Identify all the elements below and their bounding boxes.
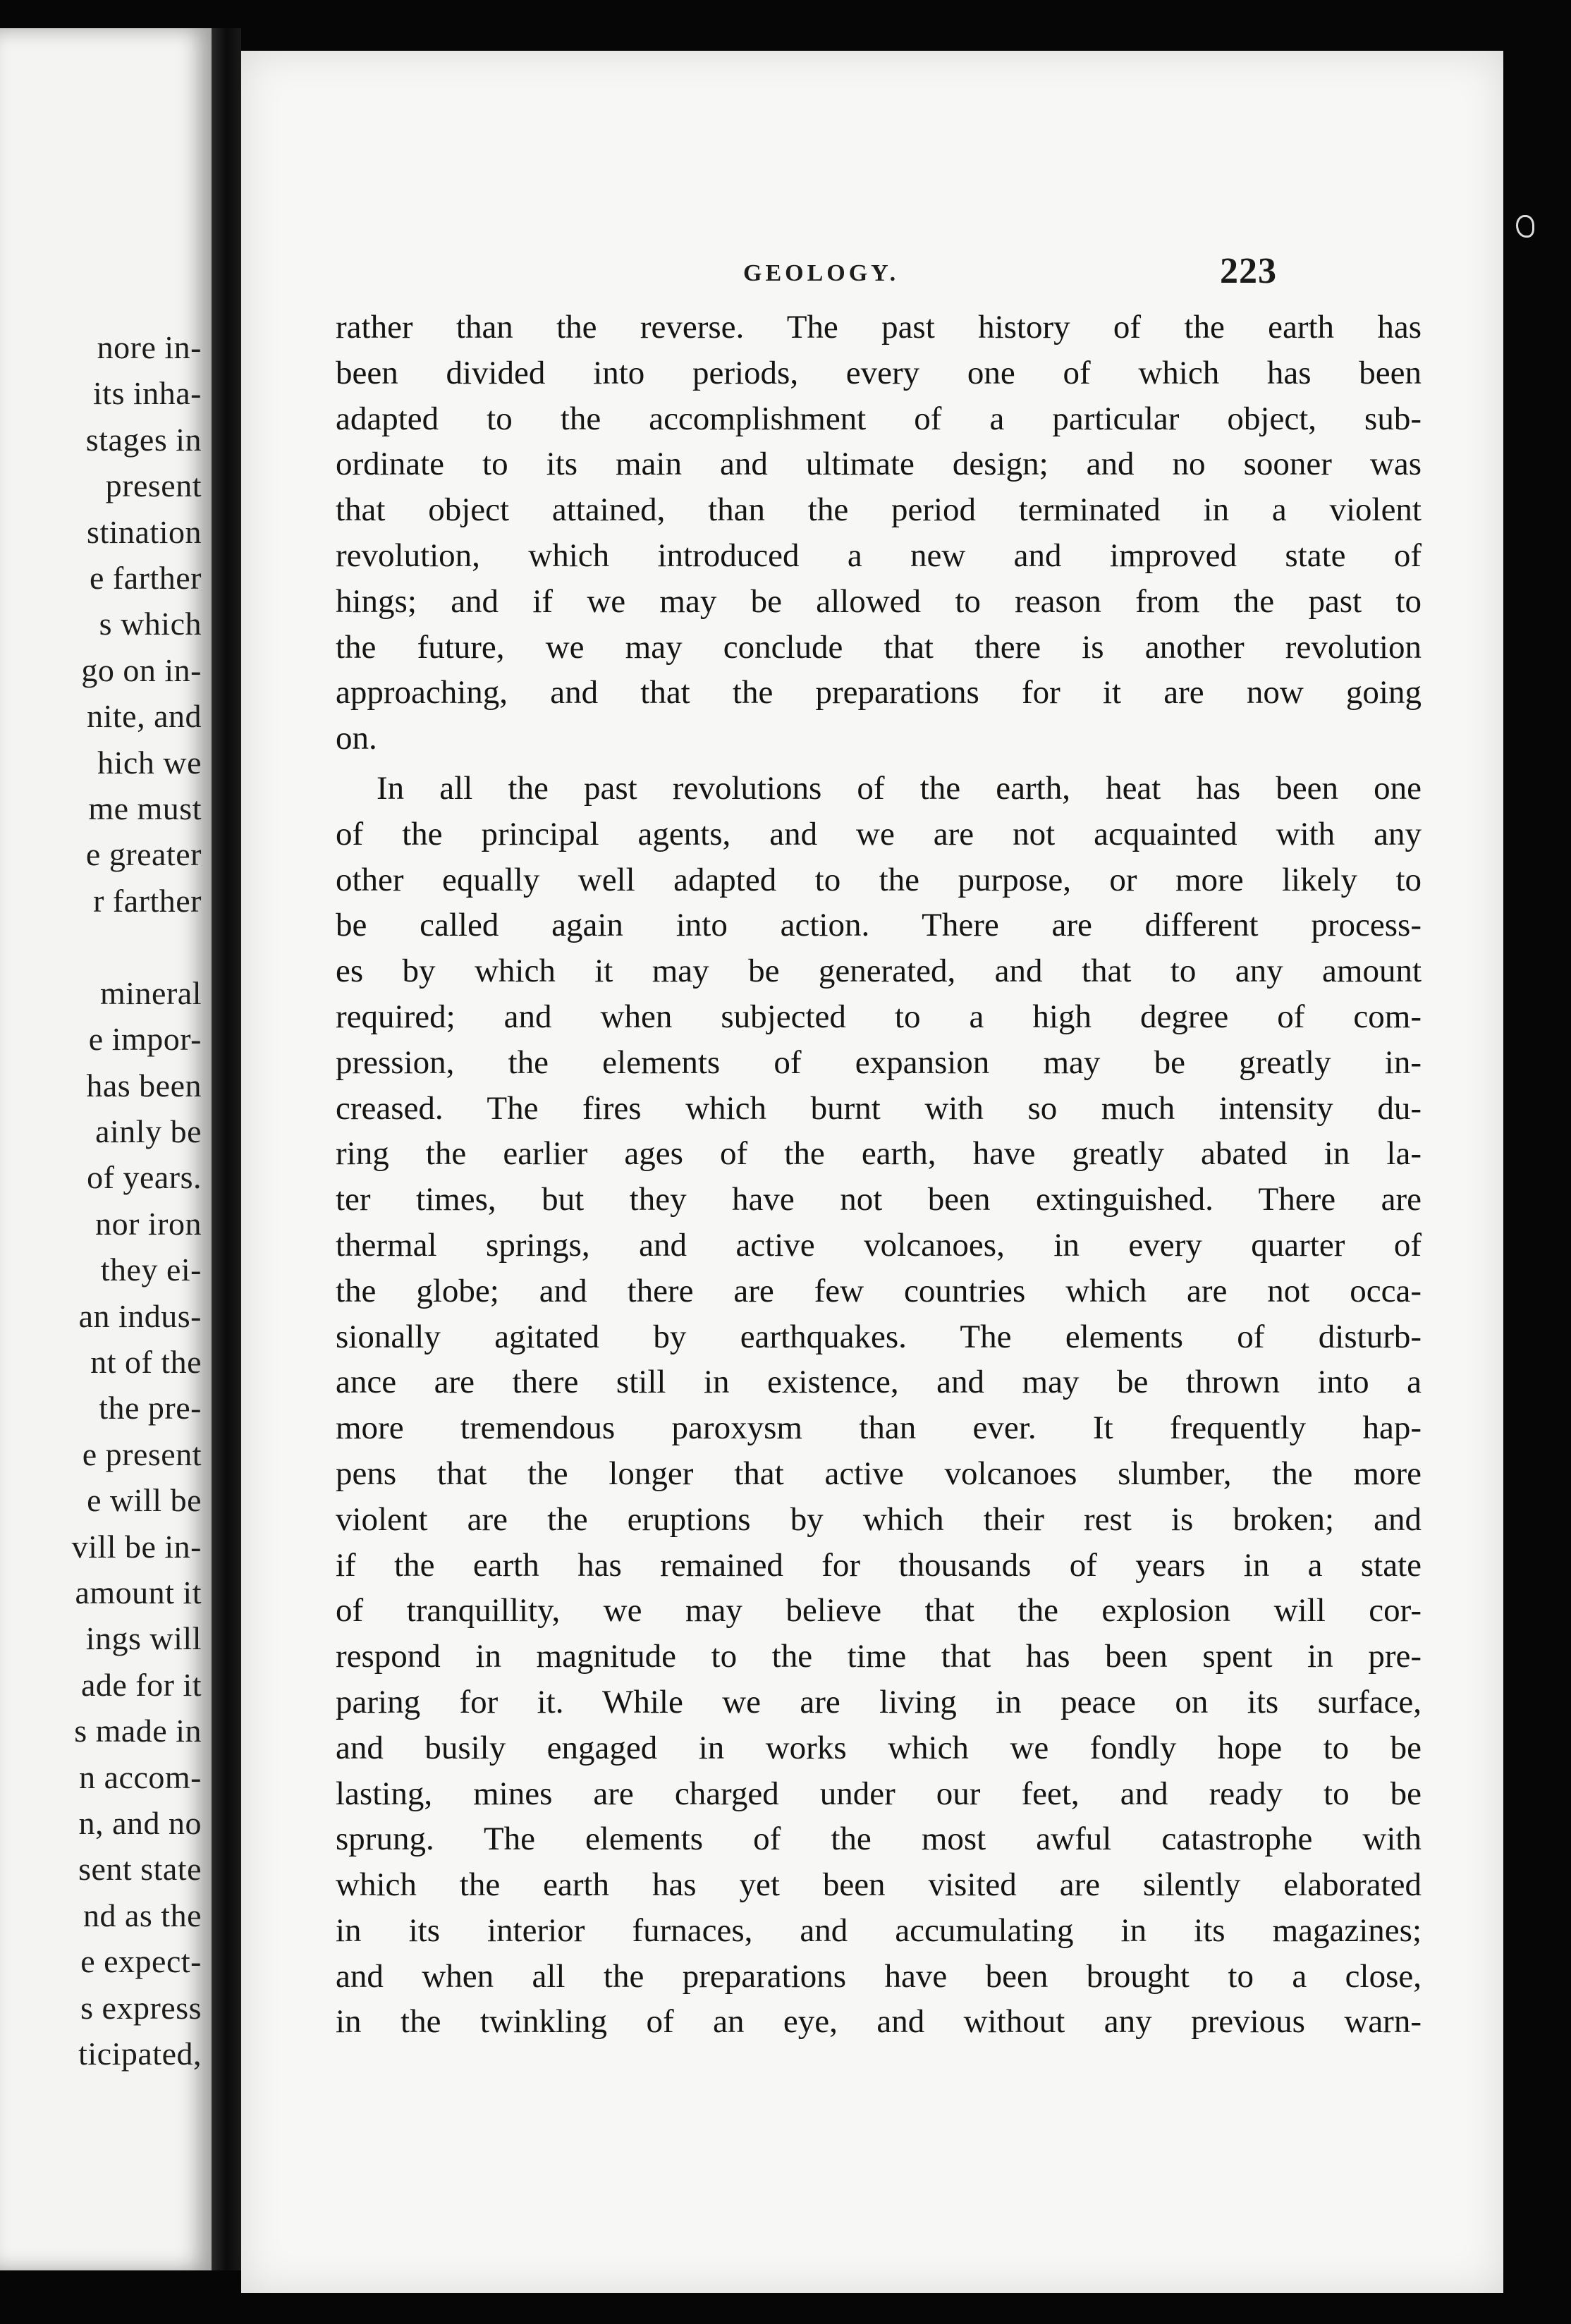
text-line: approaching, and that the preparations for it are now going — [336, 674, 1422, 711]
left-page-line: its inha- — [93, 375, 202, 412]
text-line: more tremendous paroxysm than ever. It frequently hap- — [336, 1409, 1422, 1447]
text-line: creased. The fires which burnt with so much intensity du- — [336, 1089, 1422, 1127]
text-line: sprung. The elements of the most awful catastrophe with — [336, 1821, 1422, 1858]
left-page-line: stination — [87, 513, 202, 550]
left-page-line: an indus- — [78, 1297, 202, 1334]
paragraph — [336, 305, 1422, 762]
text-line: the future, we may conclude that there is another revolution — [336, 628, 1422, 666]
left-page-line: r farther — [93, 882, 202, 919]
paragraph — [336, 766, 1422, 2045]
text-line: ring the earlier ages of the earth, have greatly abated in la- — [336, 1135, 1422, 1173]
left-page-line: amount it — [75, 1574, 202, 1610]
left-page-line: vill be in- — [71, 1528, 202, 1565]
left-page-line: s express — [80, 1989, 202, 2026]
left-page-line: e present — [82, 1436, 202, 1472]
running-title: GEOLOGY. — [743, 260, 900, 286]
text-line: adapted to the accomplishment of a particular object, sub- — [336, 400, 1422, 437]
text-line: revolution, which introduced a new and improved state of — [336, 537, 1422, 574]
text-line: ance are there still in existence, and may be thrown into a — [336, 1364, 1422, 1401]
left-page-line: present — [105, 467, 202, 504]
text-line: required; and when subjected to a high degree of com- — [336, 998, 1422, 1035]
left-facing-page — [0, 28, 212, 2270]
left-page-line: nite, and — [87, 698, 202, 735]
left-page-line: mineral — [100, 974, 202, 1011]
text-line: of tranquillity, we may believe that the explosion will cor- — [336, 1592, 1422, 1629]
text-line: other equally well adapted to the purpose, or more likely to — [336, 861, 1422, 898]
text-line: pens that the longer that active volcanoes slumber, the more — [336, 1455, 1422, 1492]
left-page-line: stages in — [85, 421, 202, 458]
text-line: that object attained, than the period terminated in a violent — [336, 491, 1422, 529]
left-page-line: they ei- — [100, 1252, 202, 1288]
left-page-line: e impor- — [88, 1021, 202, 1058]
left-page-line: ticipated, — [78, 2036, 202, 2072]
text-line: of the principal agents, and we are not acquainted with any — [336, 815, 1422, 852]
text-line: pression, the elements of expansion may be greatly in- — [336, 1044, 1422, 1081]
text-line: paring for it. While we are living in peace on its surface, — [336, 1683, 1422, 1720]
book-gutter — [212, 28, 241, 2270]
text-line: be called again into action. There are different process- — [336, 907, 1422, 944]
left-page-line: n, and no — [78, 1805, 202, 1841]
text-line: violent are the eruptions by which their rest is broken; and — [336, 1500, 1422, 1538]
text-line: and when all the preparations have been brought to a close, — [336, 1957, 1422, 1995]
scan-mark-icon — [1516, 215, 1534, 238]
text-line: rather than the reverse. The past history of the earth has — [336, 309, 1422, 345]
left-page-line: nore in- — [97, 329, 202, 365]
text-line: on. — [336, 720, 377, 757]
left-page-line: of years. — [87, 1159, 202, 1196]
left-page-line — [72, 924, 202, 970]
left-page-line: nt of the — [90, 1343, 202, 1380]
text-line: the globe; and there are few countries which are not occa- — [336, 1272, 1422, 1309]
text-line: hings; and if we may be allowed to reason from the past to — [336, 582, 1422, 620]
text-line: in its interior furnaces, and accumulating in its magazines; — [336, 1912, 1422, 1949]
left-page-line: e farther — [90, 560, 202, 597]
left-page-line: nor iron — [95, 1205, 202, 1242]
running-head — [241, 250, 1503, 293]
left-page-line: has been — [86, 1067, 202, 1103]
left-page-line: sent state — [78, 1851, 202, 1888]
page-number: 223 — [1220, 251, 1277, 291]
text-line: and busily engaged in works which we fondly hope to be — [336, 1729, 1422, 1766]
text-line: respond in magnitude to the time that has been spent in pre- — [336, 1638, 1422, 1675]
text-line: ordinate to its main and ultimate design; and no sooner was — [336, 446, 1422, 483]
left-page-line: s made in — [74, 1713, 202, 1749]
left-page-line: go on in- — [81, 652, 202, 688]
text-line: thermal springs, and active volcanoes, in every quarter of — [336, 1226, 1422, 1264]
left-page-line: s which — [99, 606, 202, 642]
text-line: been divided into periods, every one of which has been — [336, 354, 1422, 391]
left-page-line: e will be — [87, 1482, 202, 1519]
left-page-line: ainly be — [95, 1113, 202, 1149]
left-page-line: e greater — [85, 836, 202, 873]
text-line: es by which it may be generated, and that to any amount — [336, 953, 1422, 990]
left-page-line: hich we — [97, 744, 202, 781]
text-line: in the twinkling of an eye, and without any previous warn- — [336, 2003, 1422, 2041]
text-line: sionally agitated by earthquakes. The elements of disturb- — [336, 1318, 1422, 1355]
left-page-line: ings will — [85, 1620, 202, 1657]
left-page-line: me must — [88, 790, 202, 827]
text-line: if the earth has remained for thousands of years in a state — [336, 1546, 1422, 1584]
left-page-line: e expect- — [80, 1943, 202, 1980]
left-page-line: n accom- — [79, 1759, 202, 1795]
left-page-line: nd as the — [82, 1897, 202, 1933]
left-page-text — [72, 324, 202, 2077]
left-page-line: the pre- — [99, 1390, 202, 1426]
body-text — [336, 305, 1422, 2045]
text-line: which the earth has yet been visited are silently elaborated — [336, 1866, 1422, 1904]
left-page-line: ade for it — [80, 1666, 202, 1703]
text-line: ter times, but they have not been extinguished. There are — [336, 1181, 1422, 1218]
text-line: lasting, mines are charged under our feet, and ready to be — [336, 1775, 1422, 1812]
text-line: In all the past revolutions of the earth, heat has been one — [377, 769, 1422, 807]
right-page — [241, 51, 1503, 2293]
